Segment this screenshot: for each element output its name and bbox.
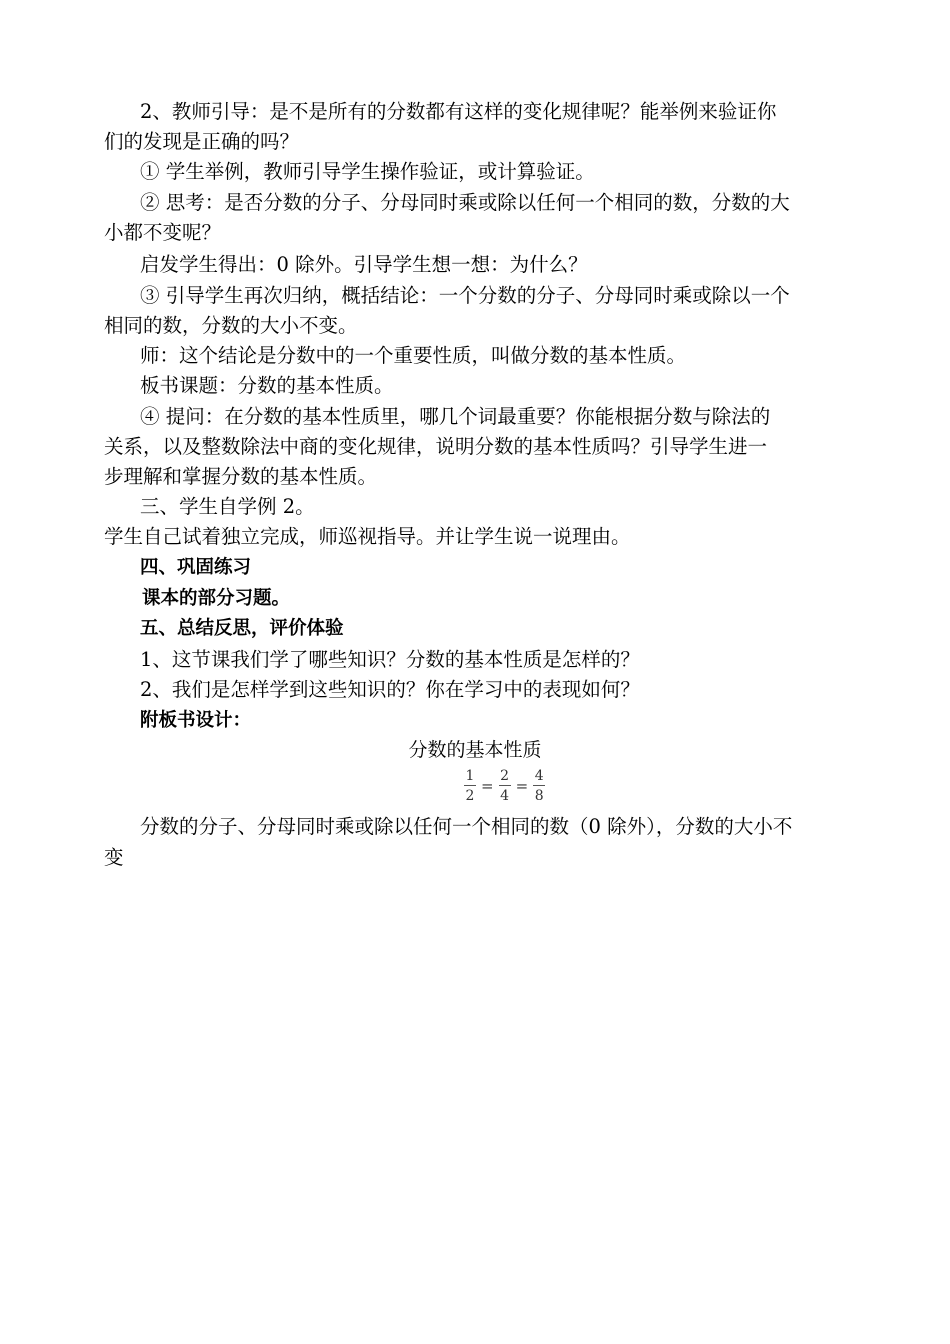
fraction-denominator: 2 [465, 787, 475, 804]
paragraph-line: 相同的数，分数的大小不变。 [104, 314, 358, 337]
paragraph-line: 2、教师引导：是不是所有的分数都有这样的变化规律呢？能举例来验证你 [140, 100, 777, 123]
section-heading: 三、学生自学例 2。 [140, 495, 315, 518]
paragraph-line: 课本的部分习题。 [142, 588, 291, 609]
fraction-numerator: 4 [534, 767, 544, 784]
fraction [499, 767, 511, 806]
equals-sign: = [515, 777, 529, 795]
equals-sign: = [481, 777, 494, 795]
section-heading: 五、总结反思，评价体验 [140, 618, 344, 639]
conclusion-line: 变 [104, 846, 124, 869]
board-title: 分数的基本性质 [408, 739, 542, 761]
paragraph-line: 学生自己试着独立完成，师巡视指导。并让学生说一说理由。 [104, 525, 631, 548]
paragraph-line: 小都不变呢？ [104, 221, 222, 244]
fraction-numerator: 1 [465, 767, 475, 784]
paragraph-line: 2、我们是怎样学到这些知识的？你在学习中的表现如何？ [140, 678, 640, 701]
paragraph-line: ④ 提问：在分数的基本性质里，哪几个词最重要？你能根据分数与除法的 [140, 405, 771, 428]
fraction-numerator: 2 [500, 767, 510, 784]
paragraph-line: 师：这个结论是分数中的一个重要性质，叫做分数的基本性质。 [140, 344, 687, 367]
paragraph-line: ① 学生举例，教师引导学生操作验证，或计算验证。 [140, 160, 595, 183]
section-heading: 附板书设计： [140, 710, 252, 731]
paragraph-line: 启发学生得出：0 除外。引导学生想一想：为什么？ [140, 253, 588, 276]
paragraph-line: ② 思考：是否分数的分子、分母同时乘或除以任何一个相同的数，分数的大 [140, 191, 790, 214]
fraction [533, 767, 545, 806]
section-heading: 四、巩固练习 [140, 557, 252, 578]
fraction-denominator: 4 [500, 787, 510, 804]
fraction-equation [462, 764, 547, 808]
paragraph-line: 1、这节课我们学了哪些知识？分数的基本性质是怎样的？ [140, 648, 640, 671]
paragraph-line: 步理解和掌握分数的基本性质。 [104, 465, 378, 488]
conclusion-line: 分数的分子、分母同时乘或除以任何一个相同的数（0 除外），分数的大小不 [140, 815, 793, 838]
fraction [464, 767, 476, 806]
paragraph-line: 关系，以及整数除法中商的变化规律，说明分数的基本性质吗？引导学生进一 [104, 435, 768, 458]
paragraph-line: ③ 引导学生再次归纳，概括结论：一个分数的分子、分母同时乘或除以一个 [140, 284, 790, 307]
fraction-denominator: 8 [534, 787, 544, 804]
paragraph-line: 板书课题：分数的基本性质。 [140, 374, 394, 397]
paragraph-line: 们的发现是正确的吗？ [104, 130, 300, 153]
